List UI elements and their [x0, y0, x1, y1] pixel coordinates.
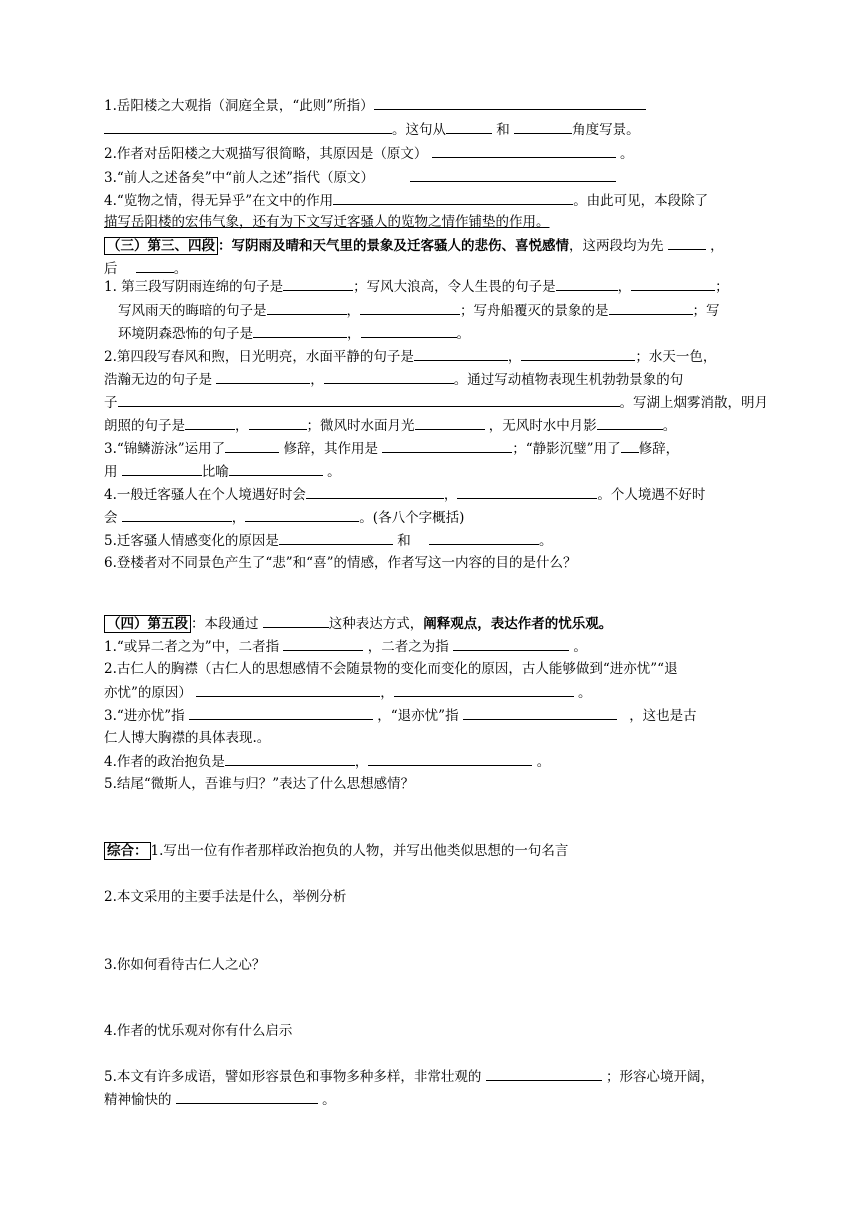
answer-blank[interactable] — [368, 752, 532, 766]
answer-blank[interactable] — [122, 508, 232, 522]
answer-blank[interactable] — [216, 370, 310, 384]
answer-blank[interactable] — [410, 168, 616, 182]
answer-blank[interactable] — [521, 347, 635, 361]
answer-blank[interactable] — [668, 236, 706, 250]
s3-q4b: 会 ， 。(各八个字概括) — [104, 510, 465, 526]
answer-blank[interactable] — [333, 191, 573, 205]
answer-blank[interactable] — [486, 1067, 602, 1081]
answer-blank[interactable] — [432, 144, 616, 158]
s3-q3b: 用 比喻 。 — [104, 464, 341, 480]
s3-line2: 后 。 — [104, 261, 188, 277]
answer-blank[interactable] — [283, 277, 353, 291]
answer-blank[interactable] — [394, 683, 574, 697]
answer-blank[interactable] — [249, 416, 307, 430]
answer-blank[interactable] — [324, 370, 454, 384]
summary-q4: 4.作者的忧乐观对你有什么启示 — [104, 1023, 293, 1039]
s4-q3a: 3.“进亦忧”指 ，“退亦忧”指 ，这也是古 — [104, 708, 697, 724]
answer-blank[interactable] — [176, 1090, 318, 1104]
s2-q2: 2.作者对岳阳楼之大观描写很简略，其原因是（原文） 。 — [104, 146, 634, 162]
answer-blank[interactable] — [229, 462, 323, 476]
s3-q2c: 子 。写湖上烟雾消散，明月 — [104, 395, 768, 411]
answer-blank[interactable] — [253, 324, 347, 338]
answer-blank[interactable] — [360, 301, 460, 315]
answer-blank[interactable] — [118, 393, 620, 407]
answer-blank[interactable] — [429, 531, 539, 545]
answer-blank[interactable] — [361, 324, 457, 338]
s3-q3a: 3.“锦鳞游泳”运用了 修辞，其作用是 ；“静影沉璧”用了 修辞， — [104, 441, 680, 457]
s4-q2b: 亦忧”的原因） ， 。 — [104, 685, 592, 701]
s3-q4a: 4.一般迁客骚人在个人境遇好时会 ， 。个人境遇不好时 — [104, 487, 706, 503]
answer-blank[interactable] — [279, 531, 393, 545]
summary-q3: 3.你如何看待古仁人之心？ — [104, 957, 266, 973]
summary-q1-line: 综合： 1.写出一位有作者那样政治抱负的人物，并写出他类似思想的一句名言 — [104, 842, 568, 860]
s4-q1: 1.“或异二者之为”中，二者指 ，二者之为指 。 — [104, 639, 587, 655]
answer-blank[interactable] — [597, 416, 663, 430]
s3-q1c: 环境阴森恐怖的句子是 ， 。 — [118, 326, 470, 342]
section-3-heading: （三）第三、四段 — [104, 237, 218, 255]
answer-blank[interactable] — [306, 485, 444, 499]
answer-blank[interactable] — [122, 462, 202, 476]
answer-blank[interactable] — [457, 485, 597, 499]
s4-q5: 5.结尾“微斯人，吾谁与归？”表达了什么思想感情？ — [104, 776, 415, 792]
s2-q4a: 4.“览物之情，得无异乎”在文中的作用 。由此可见，本段除了 — [104, 193, 709, 209]
summary-heading: 综合： — [104, 842, 151, 860]
answer-blank[interactable] — [556, 277, 618, 291]
s4-q4: 4.作者的政治抱负是 ， 。 — [104, 754, 551, 770]
s3-q1a: 1. 第三段写阴雨连绵的句子是 ；写风大浪高，令人生畏的句子是 ， ； — [104, 279, 729, 295]
answer-blank[interactable] — [382, 439, 512, 453]
summary-q5b: 精神愉快的 。 — [104, 1092, 336, 1108]
s4-heading-line: （四）第五段 ：本段通过 这种表达方式，阐释观点，表达作者的忧乐观。 — [104, 614, 612, 633]
answer-blank[interactable] — [196, 683, 380, 697]
answer-blank[interactable] — [621, 439, 639, 453]
s4-q2a: 2.古仁人的胸襟（古仁人的思想感情不会随景物的变化而变化的原因，古人能够做到“进亦忧”“退 — [104, 661, 678, 677]
answer-blank[interactable] — [189, 706, 373, 720]
s3-q1b: 写风雨天的晦暗的句子是 ， ；写舟船覆灭的景象的是 ；写 — [118, 303, 720, 319]
s2-q1a: 1.岳阳楼之大观指（洞庭全景，“此则”所指） — [104, 96, 646, 115]
answer-blank[interactable] — [453, 637, 569, 651]
s2-q1b: 。这句从 和 角度写景。 — [104, 120, 640, 139]
section-4-heading: （四）第五段 — [104, 615, 191, 633]
answer-blank[interactable] — [185, 416, 235, 430]
answer-blank[interactable] — [104, 120, 392, 134]
answer-blank[interactable] — [225, 439, 279, 453]
answer-blank[interactable] — [609, 301, 693, 315]
s3-heading-line: （三）第三、四段 ：写阴雨及晴和天气里的景象及迁客骚人的悲伤、喜悦感情，这两段均为先 ， — [104, 236, 724, 255]
s4-q3b: 仁人博大胸襟的具体表现.。 — [104, 730, 271, 746]
answer-blank[interactable] — [463, 706, 617, 720]
answer-blank[interactable] — [225, 752, 355, 766]
s2-q3: 3.“前人之述备矣”中“前人之述”指代（原文） — [104, 168, 616, 187]
answer-blank[interactable] — [263, 614, 329, 628]
answer-blank[interactable] — [245, 508, 359, 522]
answer-blank[interactable] — [374, 96, 646, 110]
answer-blank[interactable] — [415, 416, 485, 430]
answer-blank[interactable] — [514, 120, 572, 134]
s3-q2d: 朗照的句子是 ， ；微风时水面月光 ，无风时水中月影 。 — [104, 418, 677, 434]
answer-blank[interactable] — [446, 120, 492, 134]
summary-q2: 2.本文采用的主要手法是什么，举例分析 — [104, 889, 347, 905]
s3-q2a: 2.第四段写春风和煦，日光明亮，水面平静的句子是 ， ；水天一色， — [104, 349, 717, 365]
s2-q4b: 描写岳阳楼的宏伟气象，还有为下文写迁客骚人的览物之情作铺垫的作用。 — [104, 214, 550, 230]
answer-blank[interactable] — [414, 347, 508, 361]
answer-blank[interactable] — [283, 637, 363, 651]
answer-blank[interactable] — [267, 301, 347, 315]
answer-blank[interactable] — [631, 277, 715, 291]
answer-blank[interactable] — [136, 259, 174, 273]
s3-q5: 5.迁客骚人情感变化的原因是 和 。 — [104, 533, 553, 549]
s3-q6: 6.登楼者对不同景色产生了“悲”和“喜”的情感，作者写这一内容的目的是什么？ — [104, 555, 577, 571]
summary-q5a: 5.本文有许多成语，譬如形容景色和事物多种多样，非常壮观的 ；形容心境开阔， — [104, 1069, 714, 1085]
s3-q2b: 浩瀚无边的句子是 ， 。通过写动植物表现生机勃勃景象的句 — [104, 372, 684, 388]
